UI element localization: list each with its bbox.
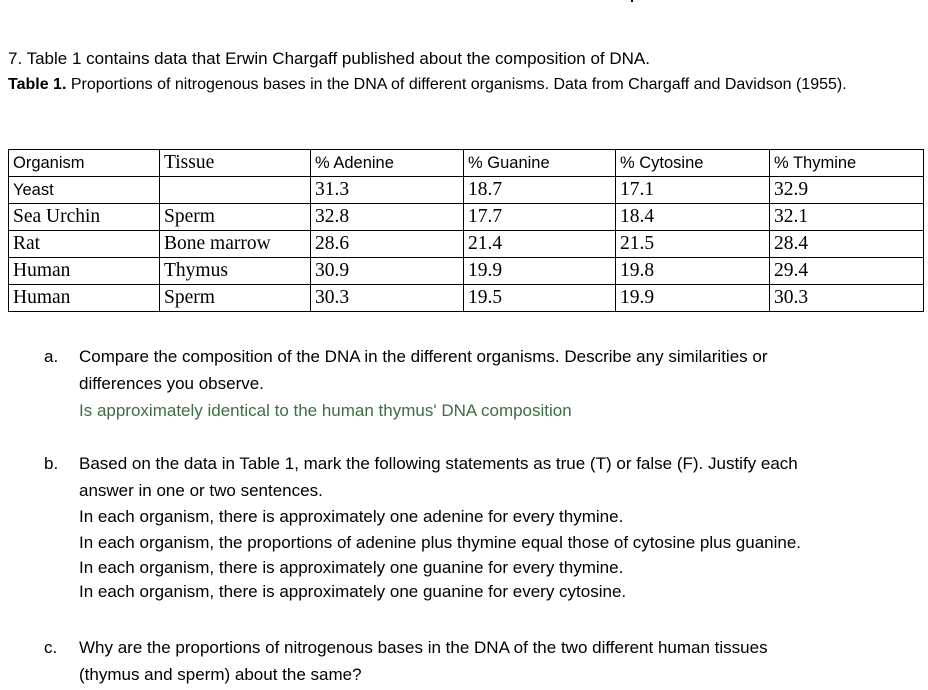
statement: In each organism, there is approximately one guanine for every thymine. (79, 558, 624, 577)
cell-organism: Rat (9, 231, 160, 258)
cell-adenine: 31.3 (311, 177, 464, 204)
part-a-text (79, 343, 924, 424)
part-c-marker: c. (44, 638, 58, 657)
part-b-line: answer in one or two sentences. (79, 481, 323, 500)
part-a-marker: a. (44, 347, 59, 366)
question-title: 7. Table 1 contains data that Erwin Chargaff published about the composition of DNA. (8, 49, 650, 68)
cell-cytosine: 17.1 (616, 177, 770, 204)
part-b-marker: b. (44, 454, 59, 473)
statement: In each organism, the proportions of adenine plus thymine equal those of cytosine plus guanine. (79, 533, 802, 552)
part-c-line: Why are the proportions of nitrogenous bases in the DNA of the two different human tissues (79, 638, 768, 657)
cell-thymine: 30.3 (770, 285, 924, 312)
part-b-text (79, 450, 924, 604)
cell-guanine: 21.4 (464, 231, 616, 258)
data-table (8, 149, 924, 312)
statement: In each organism, there is approximately one guanine for every cytosine. (79, 582, 627, 601)
cell-thymine: 32.9 (770, 177, 924, 204)
cell-tissue: Bone marrow (160, 231, 311, 258)
cell-cytosine: 21.5 (616, 231, 770, 258)
cell-tissue: Sperm (160, 204, 311, 231)
table-row (9, 231, 924, 258)
table-row (9, 258, 924, 285)
part-a-line: Compare the composition of the DNA in the different organisms. Describe any similarities or (79, 347, 768, 366)
header-tissue: Tissue (160, 150, 311, 177)
top-edge-mark (631, 0, 633, 2)
header-guanine: % Guanine (464, 150, 616, 177)
table-header-row (9, 150, 924, 177)
part-a-answer: Is approximately identical to the human thymus' DNA composition (79, 401, 572, 420)
cell-tissue: Thymus (160, 258, 311, 285)
caption-text: Proportions of nitrogenous bases in the DNA of different organisms. Data from Chargaff and Davidson (1955). (66, 76, 847, 93)
table-row (9, 285, 924, 312)
cell-guanine: 19.5 (464, 285, 616, 312)
cell-adenine: 32.8 (311, 204, 464, 231)
cell-organism: Human (9, 258, 160, 285)
table-row (9, 177, 924, 204)
cell-cytosine: 18.4 (616, 204, 770, 231)
part-c-line: (thymus and sperm) about the same? (79, 665, 362, 684)
part-a-line: differences you observe. (79, 374, 264, 393)
cell-cytosine: 19.9 (616, 285, 770, 312)
cell-organism: Sea Urchin (9, 204, 160, 231)
cell-thymine: 29.4 (770, 258, 924, 285)
part-c-text (79, 634, 924, 688)
cell-tissue: Sperm (160, 285, 311, 312)
cell-guanine: 18.7 (464, 177, 616, 204)
cell-cytosine: 19.8 (616, 258, 770, 285)
cell-tissue (160, 177, 311, 204)
part-b-line: Based on the data in Table 1, mark the following statements as true (T) or false (F). Justify each (79, 454, 798, 473)
cell-thymine: 32.1 (770, 204, 924, 231)
statement: In each organism, there is approximately one adenine for every thymine. (79, 507, 624, 526)
caption-label: Table 1. (8, 76, 67, 93)
header-organism: Organism (9, 150, 160, 177)
cell-adenine: 30.9 (311, 258, 464, 285)
cell-organism: Human (9, 285, 160, 312)
table-row (9, 204, 924, 231)
header-cytosine: % Cytosine (616, 150, 770, 177)
header-adenine: % Adenine (311, 150, 464, 177)
cell-adenine: 30.3 (311, 285, 464, 312)
table-caption (8, 73, 913, 97)
cell-organism: Yeast (9, 177, 160, 204)
cell-adenine: 28.6 (311, 231, 464, 258)
cell-thymine: 28.4 (770, 231, 924, 258)
header-thymine: % Thymine (770, 150, 924, 177)
cell-guanine: 17.7 (464, 204, 616, 231)
cell-guanine: 19.9 (464, 258, 616, 285)
